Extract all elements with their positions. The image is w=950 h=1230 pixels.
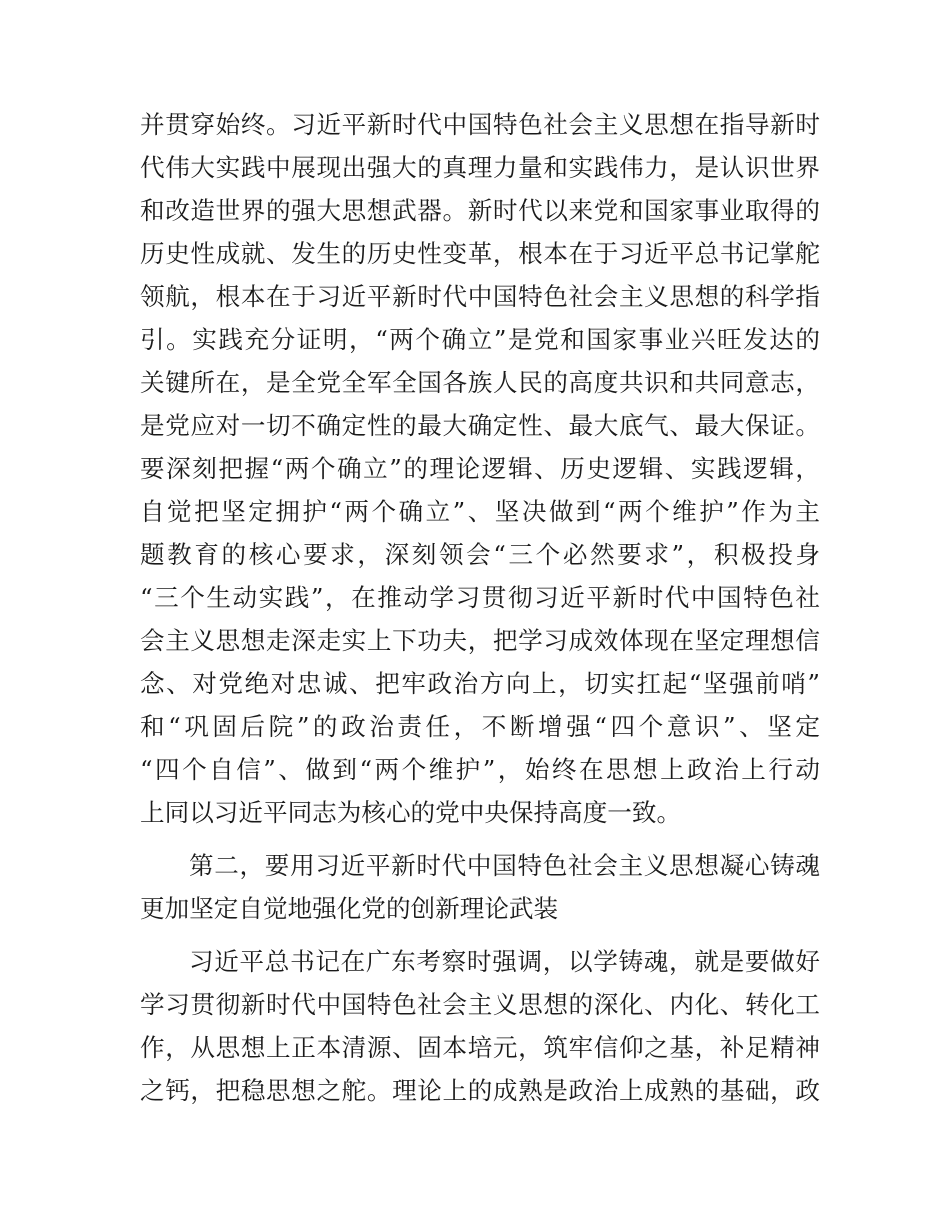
text-line: 要深刻把握“两个确立”的理论逻辑、历史逻辑、实践逻辑， xyxy=(140,454,820,483)
text-line: 之钙，把稳思想之舵。理论上的成熟是政治上成熟的基础，政 xyxy=(140,1076,820,1105)
text-line: 会主义思想走深走实上下功夫，把学习成效体现在坚定理想信 xyxy=(140,626,820,655)
text-line: 念、对党绝对忠诚、把牢政治方向上，切实扛起“坚强前哨” xyxy=(140,669,820,698)
text-line: 代伟大实践中展现出强大的真理力量和实践伟力，是认识世界 xyxy=(140,153,820,182)
text-line: 并贯穿始终。习近平新时代中国特色社会主义思想在指导新时 xyxy=(140,110,820,139)
text-line: “四个自信”、做到“两个维护”，始终在思想上政治上行动 xyxy=(140,755,820,784)
text-line: 引。实践充分证明，“两个确立”是党和国家事业兴旺发达的 xyxy=(140,325,820,354)
text-line: “三个生动实践”，在推动学习贯彻习近平新时代中国特色社 xyxy=(140,583,820,612)
text-line: 领航，根本在于习近平新时代中国特色社会主义思想的科学指 xyxy=(140,282,820,311)
text-line: 历史性成就、发生的历史性变革，根本在于习近平总书记掌舵 xyxy=(140,239,820,268)
text-line: 自觉把坚定拥护“两个确立”、坚决做到“两个维护”作为主 xyxy=(140,497,820,526)
text-line: 上同以习近平同志为核心的党中央保持高度一致。 xyxy=(140,798,682,827)
text-line: 是党应对一切不确定性的最大确定性、最大底气、最大保证。 xyxy=(140,411,820,440)
text-line: 作，从思想上正本清源、固本培元，筑牢信仰之基，补足精神 xyxy=(140,1033,820,1062)
text-line: 和“巩固后院”的政治责任，不断增强“四个意识”、坚定 xyxy=(140,712,820,741)
text-line: 学习贯彻新时代中国特色社会主义思想的深化、内化、转化工 xyxy=(140,990,820,1019)
text-line: 题教育的核心要求，深刻领会“三个必然要求”，积极投身 xyxy=(140,540,820,569)
text-line: 习近平总书记在广东考察时强调，以学铸魂，就是要做好 xyxy=(189,947,820,976)
text-line: 和改造世界的强大思想武器。新时代以来党和国家事业取得的 xyxy=(140,196,820,225)
text-line: 关键所在，是全党全军全国各族人民的高度共识和共同意志， xyxy=(140,368,820,397)
section-heading-line: 第二，要用习近平新时代中国特色社会主义思想凝心铸魂 xyxy=(189,851,820,880)
section-heading-line: 更加坚定自觉地强化党的创新理论武装 xyxy=(140,894,559,923)
